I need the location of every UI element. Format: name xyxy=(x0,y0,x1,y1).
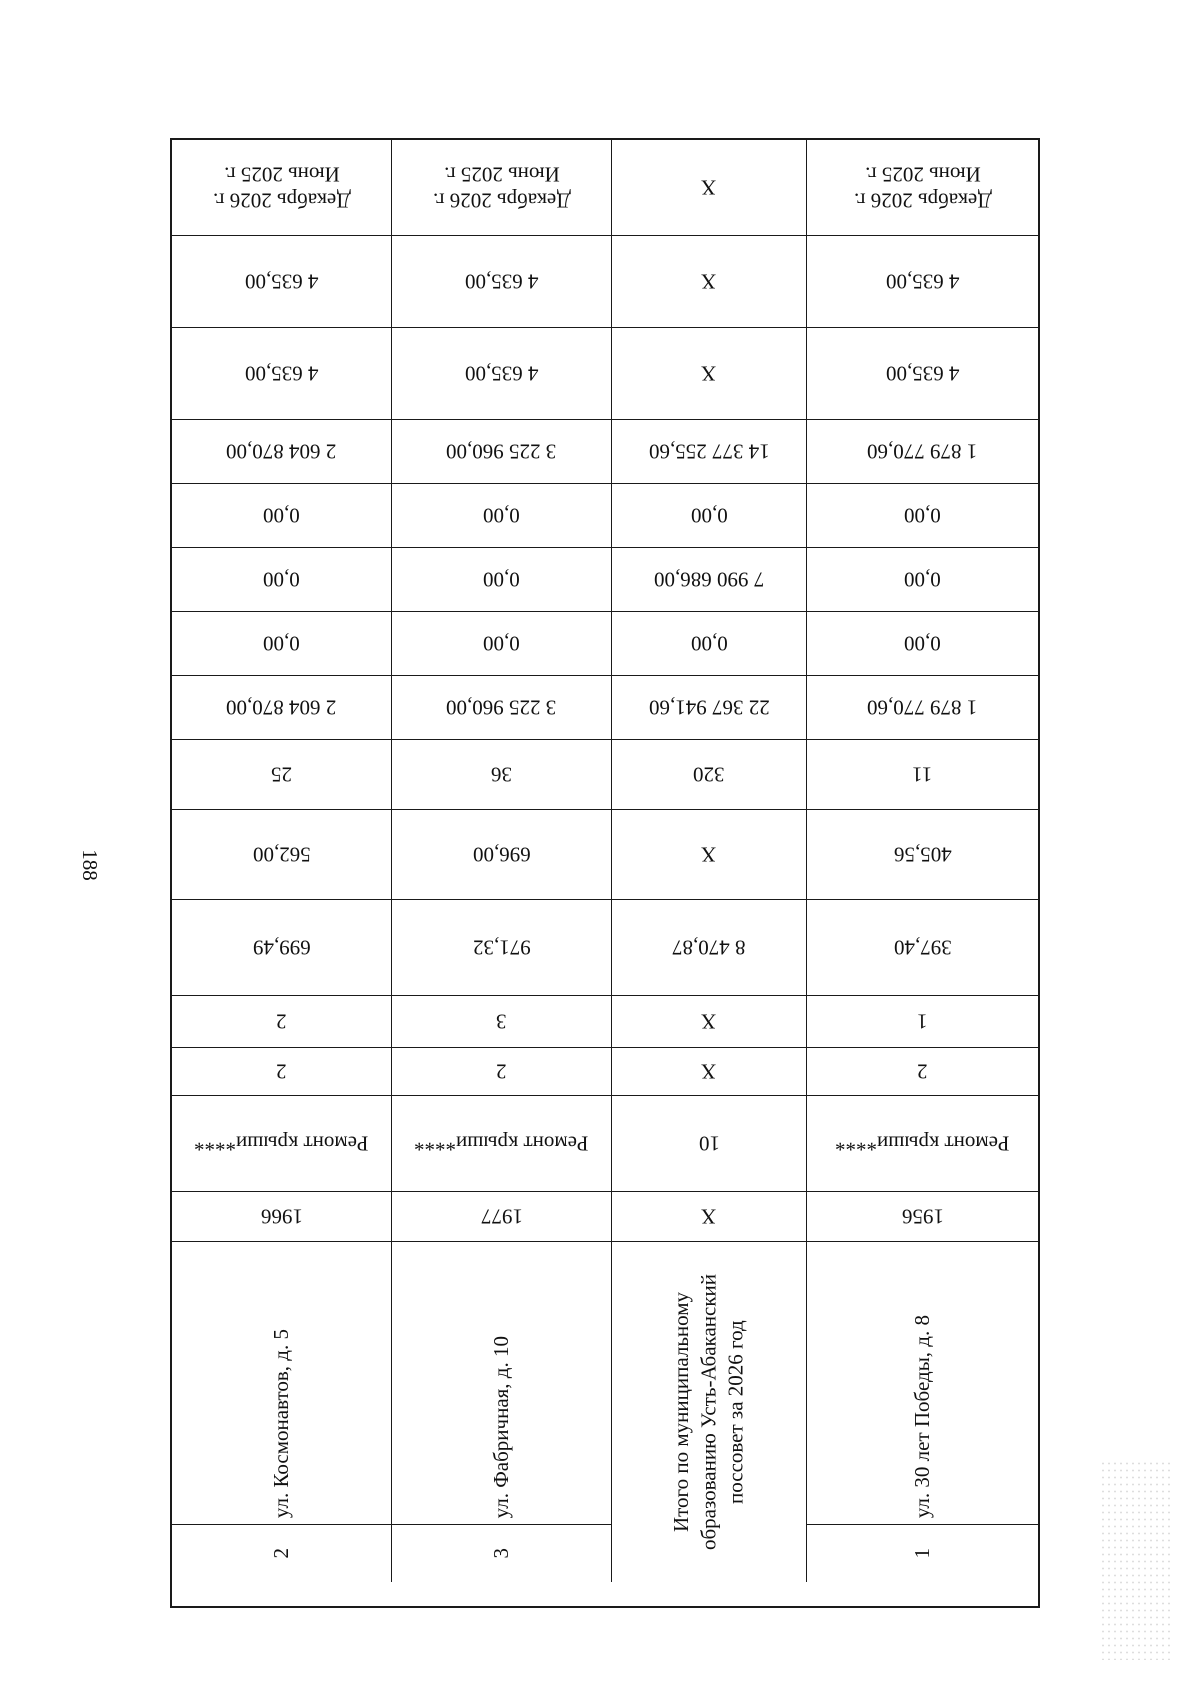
regional-budget-cell: 0,00 xyxy=(392,548,612,612)
capital-repair-table xyxy=(170,138,1040,1608)
total-cost-cell: 1 879 770,60 xyxy=(807,676,1038,740)
address-text: ул. 30 лет Победы, д. 8 xyxy=(909,1314,934,1518)
total-cost-cell: 22 367 941,60 xyxy=(612,676,807,740)
entrances-count-cell: 1 xyxy=(807,996,1038,1048)
local-budget-cell: 0,00 xyxy=(392,484,612,548)
owners-funds-cell: 14 377 255,60 xyxy=(612,420,807,484)
local-budget-cell: 0,00 xyxy=(807,484,1038,548)
floors-count-cell: 2 xyxy=(172,1048,392,1096)
row-number: 1 xyxy=(909,1548,934,1559)
specific-cost-cell: 4 635,00 xyxy=(807,328,1038,420)
specific-cost-limit-cell: 4 635,00 xyxy=(392,236,612,328)
total-area-cell: 971,32 xyxy=(392,900,612,996)
period-cell: Декабрь 2026 г. Июнь 2025 г. xyxy=(172,140,392,236)
row-number: 2 xyxy=(268,1548,293,1559)
local-budget-cell: 0,00 xyxy=(172,484,392,548)
page-number: 188 xyxy=(78,849,102,881)
total-cost-cell: 3 225 960,00 xyxy=(392,676,612,740)
build-year-cell: 1966 xyxy=(172,1192,392,1242)
build-year-cell: 1956 xyxy=(807,1192,1038,1242)
work-type-cell: 10 xyxy=(612,1096,807,1192)
local-budget-cell: 0,00 xyxy=(612,484,807,548)
work-type-cell: Ремонт крыши**** xyxy=(172,1096,392,1192)
municipal-total-label-cell: Итого по муниципальному образованию Усть-Абаканский поссовет за 2026 год xyxy=(612,1242,807,1582)
residential-area-cell: 562,00 xyxy=(172,810,392,900)
residents-count-cell: 11 xyxy=(807,740,1038,810)
build-year-cell: 1977 xyxy=(392,1192,612,1242)
floors-count-cell: 2 xyxy=(392,1048,612,1096)
address-cell xyxy=(392,1242,612,1582)
entrances-count-cell: 3 xyxy=(392,996,612,1048)
row-number: 3 xyxy=(488,1548,513,1559)
period-cell: Х xyxy=(612,140,807,236)
residents-count-cell: 320 xyxy=(612,740,807,810)
entrances-count-cell: Х xyxy=(612,996,807,1048)
residential-area-cell: Х xyxy=(612,810,807,900)
specific-cost-limit-cell: 4 635,00 xyxy=(807,236,1038,328)
owners-funds-cell: 1 879 770,60 xyxy=(807,420,1038,484)
work-type-cell: Ремонт крыши**** xyxy=(807,1096,1038,1192)
entrances-count-cell: 2 xyxy=(172,996,392,1048)
owners-funds-cell: 2 604 870,00 xyxy=(172,420,392,484)
federal-fund-cell: 0,00 xyxy=(807,612,1038,676)
address-text: ул. Космонавтов, д. 5 xyxy=(268,1328,293,1518)
floors-count-cell: 2 xyxy=(807,1048,1038,1096)
residential-area-cell: 405,56 xyxy=(807,810,1038,900)
floors-count-cell: Х xyxy=(612,1048,807,1096)
federal-fund-cell: 0,00 xyxy=(612,612,807,676)
address-cell xyxy=(172,1242,392,1582)
scan-noise xyxy=(1100,1460,1170,1660)
address-cell xyxy=(807,1242,1038,1582)
residential-area-cell: 696,00 xyxy=(392,810,612,900)
specific-cost-cell: 4 635,00 xyxy=(172,328,392,420)
work-type-cell: Ремонт крыши**** xyxy=(392,1096,612,1192)
specific-cost-limit-cell: 4 635,00 xyxy=(172,236,392,328)
total-area-cell: 397,40 xyxy=(807,900,1038,996)
federal-fund-cell: 0,00 xyxy=(172,612,392,676)
federal-fund-cell: 0,00 xyxy=(392,612,612,676)
period-cell: Декабрь 2026 г. Июнь 2025 г. xyxy=(807,140,1038,236)
total-area-cell: 8 470,87 xyxy=(612,900,807,996)
specific-cost-cell: Х xyxy=(612,328,807,420)
total-area-cell: 699,49 xyxy=(172,900,392,996)
regional-budget-cell: 0,00 xyxy=(172,548,392,612)
specific-cost-limit-cell: Х xyxy=(612,236,807,328)
residents-count-cell: 36 xyxy=(392,740,612,810)
owners-funds-cell: 3 225 960,00 xyxy=(392,420,612,484)
regional-budget-cell: 0,00 xyxy=(807,548,1038,612)
address-text: ул. Фабричная, д. 10 xyxy=(488,1335,513,1518)
period-cell: Декабрь 2026 г. Июнь 2025 г. xyxy=(392,140,612,236)
regional-budget-cell: 7 990 686,00 xyxy=(612,548,807,612)
specific-cost-cell: 4 635,00 xyxy=(392,328,612,420)
total-cost-cell: 2 604 870,00 xyxy=(172,676,392,740)
residents-count-cell: 25 xyxy=(172,740,392,810)
build-year-cell: Х xyxy=(612,1192,807,1242)
